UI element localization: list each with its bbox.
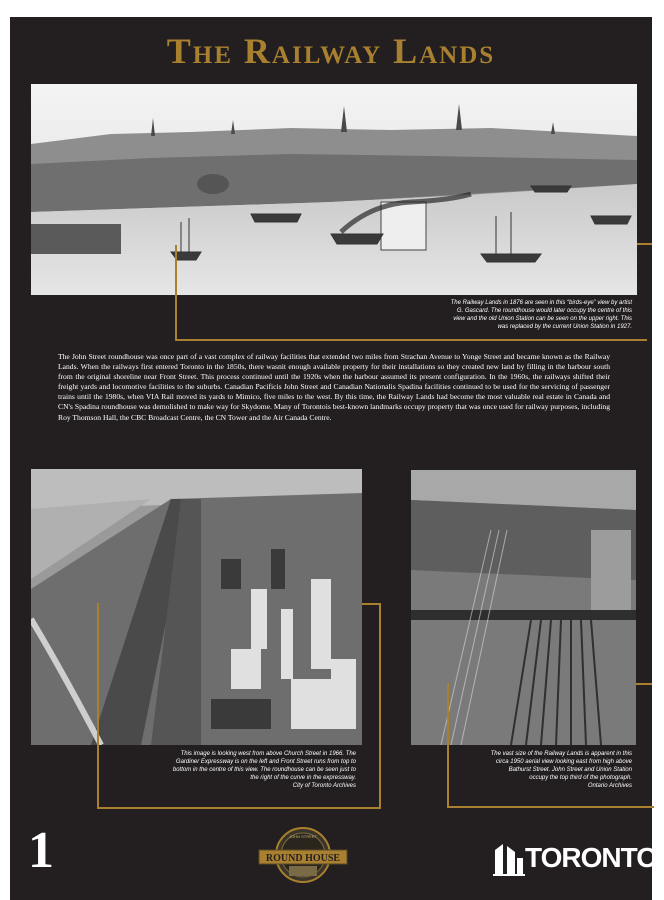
caption-line: The vast size of the Railway Lands is apparent in this [490, 751, 632, 757]
right-caption-frame-top [636, 683, 652, 685]
caption-line: Bathurst Street. John Street and Union Station [508, 767, 632, 773]
roundhouse-seal [253, 826, 353, 884]
caption-line: The Railway Lands in 1876 are seen in this “birds-eye” view by artist [450, 300, 632, 306]
roundhouse-seal-icon [253, 826, 353, 884]
toronto-logo [493, 840, 657, 876]
page-number: 1 [28, 822, 54, 879]
body-text: The John Street roundhouse was once part of a vast complex of railway facilities that extended two miles from Strachan Avenue to Yonge Street and became known as the Railway Lands. When the railways first entered Toronto in the 1850s, there wasnit enough available property for their installations so they created new land by filling in the harbour south from the original shoreline near Front Street. This process continued until the 1920s when the harbour assumed its present configuration. In the 1960s, the railways shifted their freight yards and locomotive facilities to the suburbs. Canadian Pacificis John Street and Canadian Nationalis Spadina facilities continued to be used for the servicing of passenger trains until the 1980s, when VIA Rail moved its yards to Mimico, five miles to the west. By this time, the Railway Lands had become the most valuable real estate in Canada and CN's Spadina roundhouse was demolished to make way for Skydome. Many of Torontois best-known landmarks occupy property that was once used for railway purposes, including Roy Thomson Hall, the CBC Broadcast Centre, the CN Tower and the Air Canada Centre. [58, 352, 610, 422]
caption-line: view and the old Union Station can be seen on the upper right. This [453, 316, 632, 322]
right-photo-caption [430, 750, 632, 790]
caption-credit: City of Toronto Archives [292, 783, 356, 789]
seal-line1: ROUND [265, 853, 303, 864]
caption-line: circa 1950 aerial view looking east from high above [495, 759, 632, 765]
toronto-wordmark: TORONTO [525, 842, 657, 873]
svg-text:ROUND HOUSE [266, 853, 341, 864]
caption-line: This image is looking west from above Church Street in 1966. The [180, 751, 356, 757]
city-hall-icon [493, 840, 525, 876]
caption-line: occupy the top third of the photograph. [529, 775, 632, 781]
caption-credit: Ontario Archives [587, 783, 632, 789]
seal-top-text: JOHN STREET [289, 834, 317, 839]
caption-line: was replaced by the current Union Station in 1927. [497, 324, 632, 330]
page-title: The Railway Lands [166, 31, 496, 71]
top-photo-caption [400, 299, 632, 331]
left-caption-frame-top [362, 603, 379, 605]
caption-line: the right of the curve in the expressway. [250, 775, 356, 781]
caption-line: G. Gascard. The roundhouse would later occupy the centre of this [456, 308, 632, 314]
left-photo-caption [120, 750, 356, 790]
caption-line: Gardiner Expressway is on the left and Front Street runs from top to [175, 759, 356, 765]
caption-line: bottom in the centre of this view. The roundhouse can be seen just to [172, 767, 356, 773]
seal-line2: HOUSE [305, 853, 341, 864]
top-caption-frame-right [637, 243, 652, 245]
